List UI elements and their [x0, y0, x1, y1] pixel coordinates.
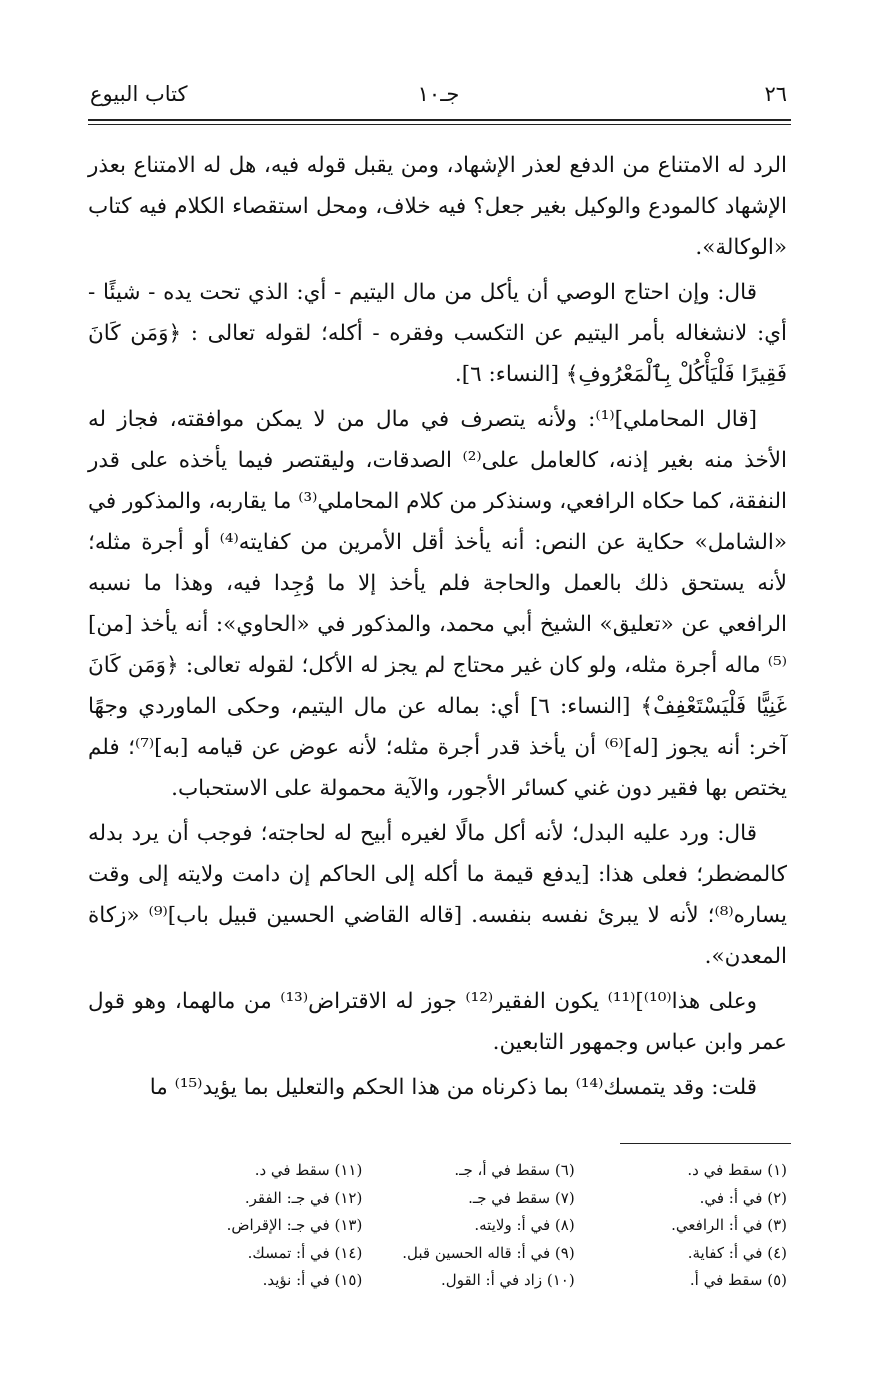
- volume-label: جـ١٠: [417, 82, 460, 106]
- footnote: (٤) في أ: كفاية.: [687, 1243, 787, 1262]
- footnote: (٧) سقط في جـ.: [468, 1188, 575, 1207]
- footnote-column: [595, 1157, 787, 1295]
- header-rule-thick: [88, 119, 791, 121]
- footnote: (٩) في أ: قاله الحسين قبل.: [402, 1243, 575, 1262]
- footnote-separator: [620, 1143, 791, 1144]
- footnote: (١١) سقط في د.: [254, 1161, 363, 1179]
- footnote: (١٢) في جـ: الفقر.: [244, 1188, 363, 1207]
- main-text: [88, 145, 787, 1112]
- paragraph: قلت: وقد يتمسك⁽¹⁴⁾ بما ذكرناه من هذا الحكم والتعليل بما يؤيد⁽¹⁵⁾ ما: [149, 1075, 757, 1100]
- paragraph: قال: وإن احتاج الوصي أن يأكل من مال اليتيم - أي: الذي تحت يده - شيئًا - أي: لانشغاله بأمر اليتيم عن التكسب وفقره - أكله؛ لقوله تعالى : ﴿وَمَن كَانَ فَقِيرًا فَلْيَأْكُلْ بِٱلْمَعْرُوفِ﴾ [النساء: ٦].: [88, 280, 787, 387]
- footnote: (٨) في أ: ولايته.: [474, 1216, 575, 1234]
- header-rule-thin: [88, 124, 791, 125]
- footnotes: [170, 1157, 787, 1295]
- footnote: (٦) سقط في أ، جـ.: [454, 1161, 575, 1179]
- footnote-column: [170, 1157, 362, 1295]
- paragraph: [قال المحاملي]⁽¹⁾: ولأنه يتصرف في مال من لا يمكن موافقته، فجاز له الأخذ منه بغير إذنه، كالعامل على⁽²⁾ الصدقات، وليقتصر فيما يأخذه على قدر النفقة، كما حكاه الرافعي، وسنذكر من كلام المحاملي⁽³⁾ ما يقاربه، والمذكور في «الشامل» حكاية عن النص: أنه يأخذ أقل الأمرين من كفايته⁽⁴⁾ أو أجرة مثله؛ لأنه يستحق ذلك بالعمل والحاجة فلم يأخذ إلا ما وُجِدا فيه، وهذا ما نسبه الرافعي عن «تعليق» الشيخ أبي محمد، والمذكور في «الحاوي»: أنه يأخذ [من]⁽⁵⁾ ماله أجرة مثله، ولو كان غير محتاج لم يجز له الأكل؛ لقوله تعالى: ﴿وَمَن كَانَ غَنِيًّا فَلْيَسْتَعْفِفْ﴾ [النساء: ٦] أي: بماله عن مال اليتيم، وحكى الماوردي وجهًا آخر: أنه يجوز [له]⁽⁶⁾ أن يأخذ قدر أجرة مثله؛ لأنه عوض عن قيامه [به]⁽⁷⁾؛ فلم يختص بها فقير دون غني كسائر الأجور، والآية محمولة على الاستحباب.: [88, 407, 788, 801]
- page-number: ٢٦: [764, 82, 787, 106]
- page-header: [90, 82, 787, 118]
- footnote: (٣) في أ: الرافعي.: [671, 1216, 787, 1234]
- footnote: (١٤) في أ: تمسك.: [247, 1243, 363, 1262]
- book-title: كتاب البيوع: [90, 82, 188, 106]
- footnote: (٢) في أ: في.: [699, 1188, 787, 1207]
- paragraph: وعلى هذا⁽¹⁰⁾]⁽¹¹⁾ يكون الفقير⁽¹²⁾ جوز له الاقتراض⁽¹³⁾ من مالهما، وهو قول عمر وابن عباس وجمهور التابعين.: [88, 989, 787, 1055]
- footnote-column: [382, 1157, 574, 1295]
- footnote: (١) سقط في د.: [687, 1161, 787, 1179]
- paragraph: الرد له الامتناع من الدفع لعذر الإشهاد، ومن يقبل قوله فيه، هل له الامتناع بعذر الإشهاد كالمودع والوكيل بغير جعل؟ فيه خلاف، ومحل استقصاء الكلام فيه كتاب «الوكالة».: [88, 153, 787, 260]
- paragraph: قال: ورد عليه البدل؛ لأنه أكل مالًا لغيره أبيح له لحاجته؛ فوجب أن يرد بدله كالمضطر؛ فعلى هذا: [يدفع قيمة ما أكله إلى الحاكم إن دامت ولايته إلى وقت يساره⁽⁸⁾؛ لأنه لا يبرئ نفسه بنفسه. [قاله القاضي الحسين قبيل باب]⁽⁹⁾ «زكاة المعدن».: [88, 821, 788, 969]
- footnote: (١٣) في جـ: الإقراض.: [226, 1216, 363, 1234]
- footnote: (٥) سقط في أ.: [689, 1271, 787, 1289]
- footnote: (١٠) زاد في أ: القول.: [441, 1271, 575, 1289]
- footnote: (١٥) في أ: نؤيد.: [262, 1271, 363, 1289]
